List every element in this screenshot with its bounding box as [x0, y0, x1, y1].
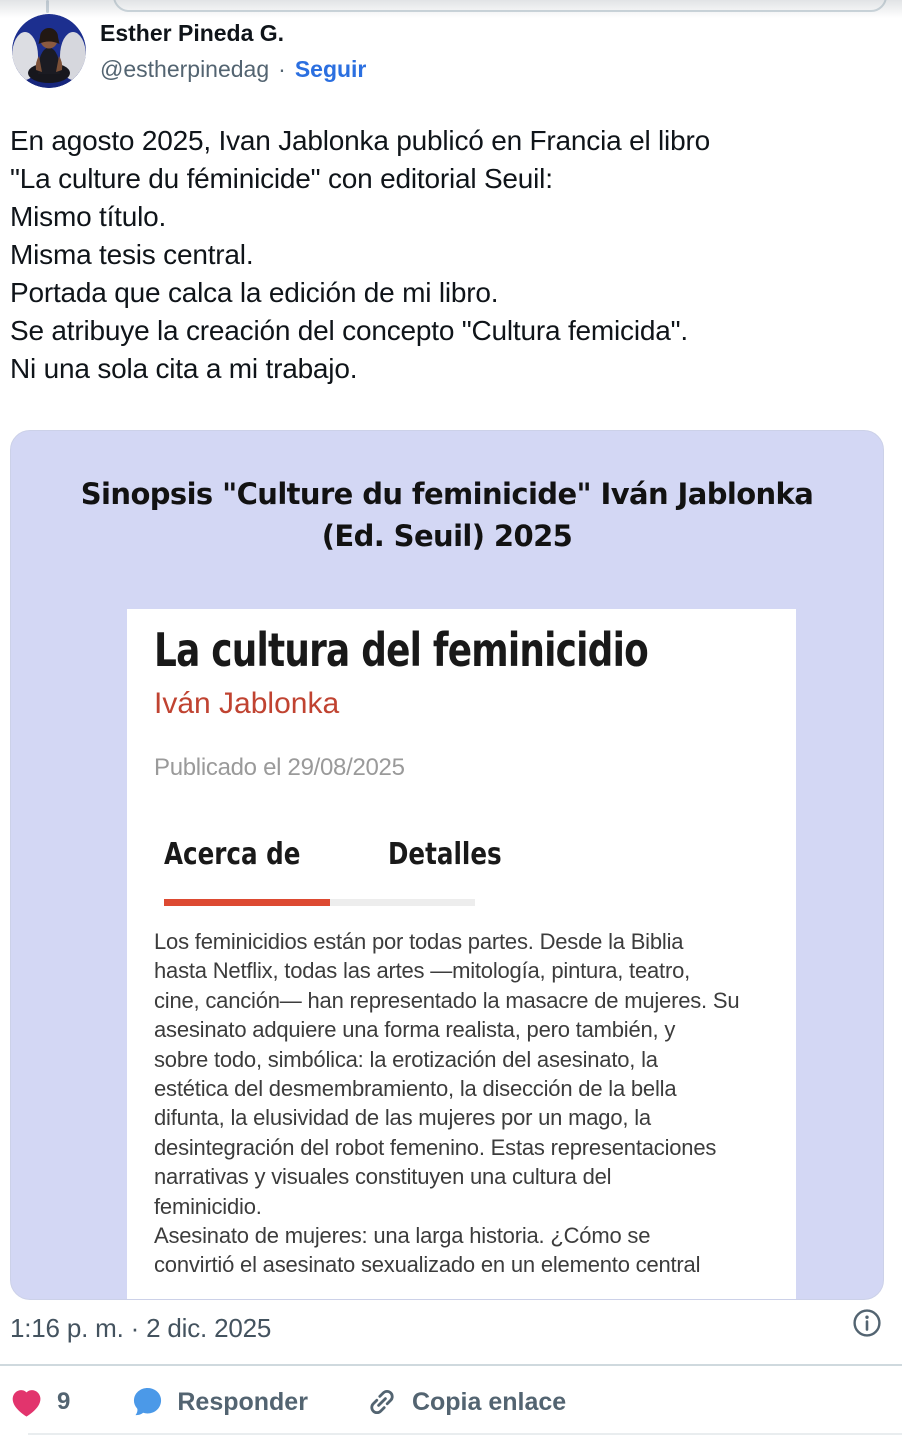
- reply-bubble-icon[interactable]: [132, 1386, 163, 1419]
- timestamp[interactable]: 1:16 p. m. · 2 dic. 2025: [10, 1313, 272, 1343]
- synopsis-line: sobre todo, simbólica: la erotización del asesinato, la: [154, 1046, 658, 1072]
- synopsis-line: hasta Netflix, todas las artes —mitología, pintura, teatro,: [154, 958, 691, 984]
- previous-card-edge: [113, 0, 887, 12]
- synopsis-line: narrativas y visuales constituyen una cultura del: [154, 1164, 612, 1190]
- synopsis-line: desintegración del robot femenino. Estas representaciones: [154, 1134, 717, 1160]
- book-page-card: [127, 609, 796, 1299]
- reply-button[interactable]: Responder: [177, 1387, 308, 1416]
- info-icon[interactable]: [852, 1308, 882, 1338]
- tab-detalles[interactable]: Detalles: [388, 837, 503, 872]
- tab-underline-track: [164, 899, 475, 906]
- action-bar: [10, 1384, 894, 1420]
- like-count: 9: [57, 1388, 71, 1415]
- post-line: Portada que calca la edición de mi libro.: [10, 277, 499, 308]
- follow-button[interactable]: Seguir: [294, 56, 367, 82]
- synopsis-line: estética del desmembramiento, la disección de la bella: [154, 1076, 677, 1102]
- synopsis-line: difunta, la elusividad de las mujeres por un mago, la: [154, 1105, 651, 1131]
- post-line: En agosto 2025, Ivan Jablonka publicó en Francia el libro: [10, 125, 710, 156]
- post-text: [10, 122, 894, 388]
- book-tabs: [164, 837, 527, 872]
- post-line: "La culture du féminicide" con editorial Seuil:: [10, 163, 553, 194]
- tab-acerca-de[interactable]: Acerca de: [164, 837, 301, 872]
- synopsis-line: convirtió el asesinato sexualizado en un elemento central: [154, 1252, 701, 1278]
- post-line: Mismo título.: [10, 201, 167, 232]
- avatar-image: [12, 14, 86, 88]
- post-line: Se atribuye la creación del concepto "Cultura femicida".: [10, 315, 688, 346]
- handle-row: [100, 56, 366, 83]
- heart-icon[interactable]: [10, 1387, 43, 1418]
- copy-link-icon[interactable]: [366, 1386, 398, 1418]
- book-published-date: Publicado el 29/08/2025: [154, 754, 405, 781]
- synopsis-line: Los feminicidios están por todas partes. Desde la Biblia: [154, 929, 684, 954]
- user-handle[interactable]: @estherpinedag: [100, 56, 270, 82]
- synopsis-line: feminicidio.: [154, 1193, 262, 1219]
- media-title-line1: Sinopsis "Culture du feminicide" Iván Jablonka: [80, 477, 814, 511]
- synopsis-line: asesinato adquiere una forma realista, pero también, y: [154, 1017, 676, 1043]
- dot-separator: ·: [278, 56, 286, 82]
- display-name[interactable]: Esther Pineda G.: [100, 20, 285, 46]
- avatar[interactable]: [12, 14, 86, 88]
- post-line: Ni una sola cita a mi trabajo.: [10, 353, 358, 384]
- media-title: [11, 473, 883, 557]
- bottom-divider: [28, 1433, 902, 1435]
- media-title-line2: (Ed. Seuil) 2025: [321, 519, 573, 553]
- copy-link-button[interactable]: Copia enlace: [411, 1387, 567, 1416]
- footer-divider: [0, 1364, 902, 1366]
- post-line: Misma tesis central.: [10, 239, 254, 270]
- thread-connector-line: [46, 0, 49, 13]
- post-media-image[interactable]: [10, 430, 884, 1300]
- book-author: Iván Jablonka: [154, 687, 340, 720]
- tab-underline-active: [164, 899, 330, 906]
- book-synopsis: [154, 927, 774, 1280]
- synopsis-line: Asesinato de mujeres: una larga historia. ¿Cómo se: [154, 1223, 651, 1249]
- synopsis-line: cine, canción— han representado la masacre de mujeres. Su: [154, 987, 740, 1013]
- book-title: La cultura del feminicidio: [154, 623, 648, 677]
